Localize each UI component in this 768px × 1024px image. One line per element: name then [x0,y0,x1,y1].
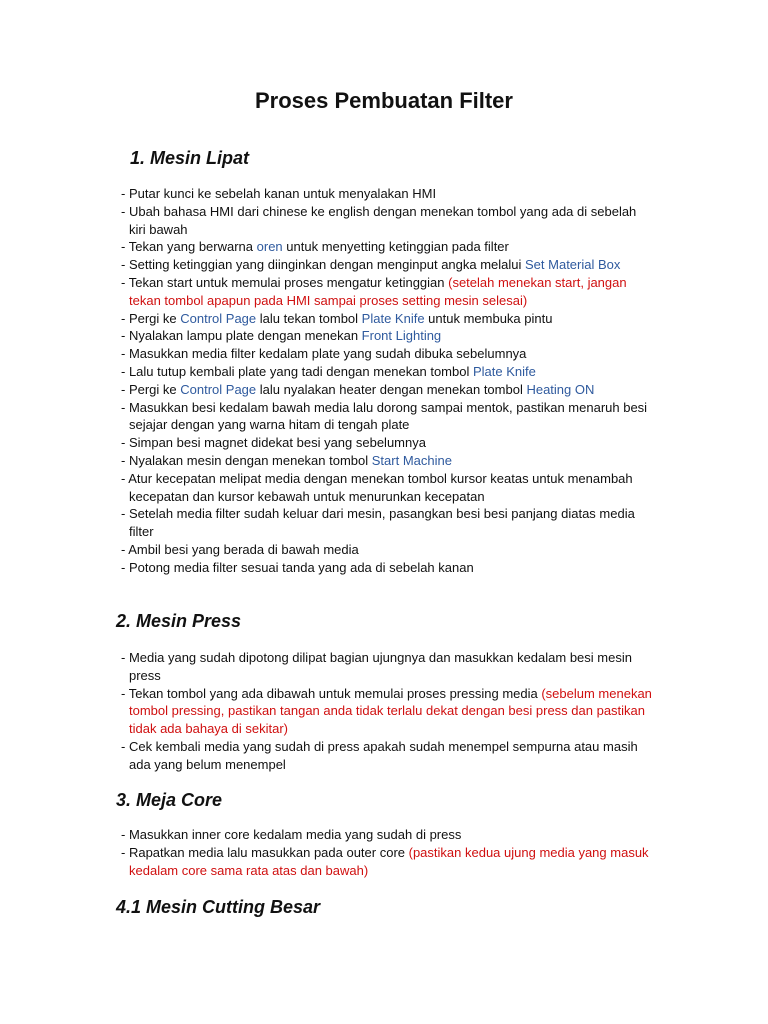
item-text: Media yang sudah dipotong dilipat bagian ujungnya dan masukkan kedalam besi mesin press [128,650,632,683]
highlight-term: Plate Knife [472,363,536,379]
section-heading-mesin-lipat: 1. Mesin Lipat [130,148,250,168]
bullet-dash: - [121,363,129,379]
highlight-term: Front Lighting [361,328,442,344]
bullet-dash: - [121,186,129,201]
list-item [116,559,656,577]
list-item [116,185,656,203]
bullet-dash: - [121,738,129,754]
item-text: Lalu tutup kembali plate yang tadi dengan menekan tombol [128,363,473,379]
bullet-dash: - [121,399,129,415]
highlight-term: oren [256,239,283,255]
section-heading-mesin-press: 2. Mesin Press [116,611,242,631]
list-item [116,327,656,345]
list-item [116,470,656,506]
bullet-dash: - [121,346,129,362]
bullet-dash: - [121,328,129,344]
bullet-dash: - [121,685,129,701]
list-item [116,274,656,310]
bullet-dash: - [121,470,129,486]
warning-note: (sebelum menekan tombol pressing, pastikan tangan anda tidak terlalu dekat dengan besi press dan pastikan tidak ada bahaya di sekitar) [129,685,652,737]
section-list-mesin-press [116,649,656,774]
item-text: untuk menyetting ketinggian pada filter [282,239,509,255]
list-item [116,505,656,541]
item-text: Tekan start untuk memulai proses mengatur ketinggian [128,274,449,290]
highlight-term: Set Material Box [525,257,621,273]
list-item [116,541,656,559]
list-item [116,363,656,381]
item-text: Pergi ke [128,310,181,326]
bullet-dash: - [121,827,129,842]
bullet-dash: - [121,274,129,290]
item-text: Nyalakan mesin dengan menekan tombol [128,452,372,468]
bullet-dash: - [121,506,129,522]
highlight-term: Control Page [180,381,257,397]
list-item [116,345,656,363]
section-heading-meja-core: 3. Meja Core [116,790,223,810]
item-text: Simpan besi magnet didekat besi yang sebelumnya [128,435,426,451]
bullet-dash: - [121,559,129,575]
bullet-dash: - [121,239,129,255]
item-text: Ubah bahasa HMI dari chinese ke english dengan menekan tombol yang ada di sebelah kiri bawah [128,203,637,237]
item-text: Potong media filter sesuai tanda yang ada di sebelah kanan [128,559,474,575]
bullet-dash: - [121,203,129,219]
document-title: Proses Pembuatan Filter [255,88,513,113]
item-text: Tekan yang berwarna [128,239,257,255]
highlight-term: Plate Knife [361,310,425,326]
bullet-dash: - [121,650,129,665]
item-text: Nyalakan lampu plate dengan menekan [128,328,362,344]
bullet-dash: - [121,381,129,397]
highlight-term: Heating ON [526,381,595,397]
item-text: untuk membuka pintu [424,310,553,326]
bullet-dash: - [121,452,129,468]
item-text: Atur kecepatan melipat media dengan menekan tombol kursor keatas untuk menambah kecepatan dan kursor kebawah untuk menurunkan kecepatan [128,470,633,504]
list-item [116,452,656,470]
item-text: lalu nyalakan heater dengan menekan tombol [256,381,527,397]
item-text: Masukkan inner core kedalam media yang sudah di press [128,827,462,842]
list-item [116,238,656,256]
list-item [116,310,656,328]
list-item [116,434,656,452]
list-item [116,826,656,844]
section-list-mesin-lipat [116,185,656,577]
list-item [116,256,656,274]
bullet-dash: - [121,844,129,860]
item-text: Masukkan media filter kedalam plate yang sudah dibuka sebelumnya [128,346,527,362]
list-item [116,381,656,399]
list-item [116,685,656,738]
item-text: Setelah media filter sudah keluar dari mesin, pasangkan besi besi panjang diatas media filter [128,506,635,540]
bullet-dash: - [121,310,129,326]
item-text: lalu tekan tombol [256,310,362,326]
item-text: Setting ketinggian yang diinginkan dengan menginput angka melalui [128,257,526,273]
list-item [116,649,656,685]
warning-note: (setelah menekan start, jangan tekan tombol apapun pada HMI sampai proses setting mesin selesai) [129,274,627,308]
item-text: Rapatkan media lalu masukkan pada outer core [128,844,409,860]
item-text: Tekan tombol yang ada dibawah untuk memulai proses pressing media [128,685,542,701]
item-text: Ambil besi yang berada di bawah media [128,541,359,557]
item-text: Pergi ke [128,381,181,397]
section-list-meja-core [116,826,656,879]
highlight-term: Control Page [180,310,257,326]
list-item [116,203,656,239]
list-item [116,844,656,880]
list-item [116,399,656,435]
bullet-dash: - [121,541,129,557]
warning-note: (pastikan kedua ujung media yang masuk kedalam core sama rata atas dan bawah) [129,844,649,878]
item-text: Masukkan besi kedalam bawah media lalu dorong sampai mentok, pastikan menaruh besi sejajar dengan yang warna hitam di tengah plate [128,399,648,433]
section-heading-mesin-cutting-besar: 4.1 Mesin Cutting Besar [116,897,321,917]
bullet-dash: - [121,435,129,451]
item-text: Putar kunci ke sebelah kanan untuk menyalakan HMI [128,186,437,201]
highlight-term: Start Machine [371,452,452,468]
bullet-dash: - [121,257,129,273]
item-text: Cek kembali media yang sudah di press apakah sudah menempel sempurna atau masih ada yang belum menempel [128,738,638,772]
list-item [116,738,656,774]
